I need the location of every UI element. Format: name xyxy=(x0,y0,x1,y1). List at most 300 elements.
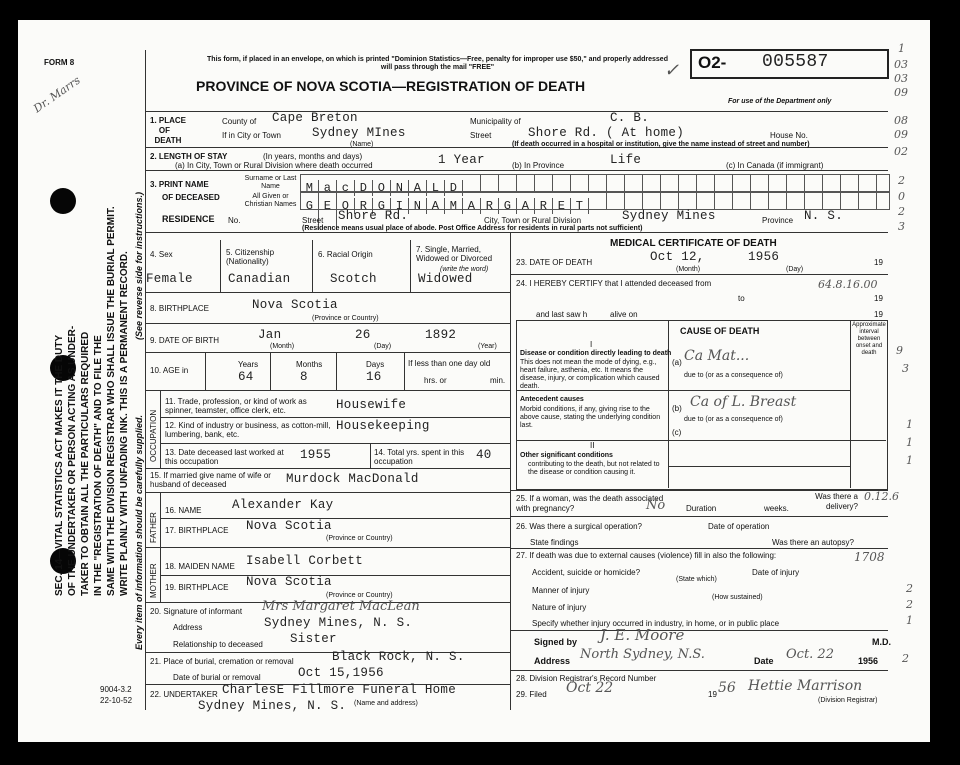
rule-top xyxy=(145,111,888,112)
margin-code-external: 1708 xyxy=(854,550,885,564)
punch-hole-top xyxy=(50,188,76,214)
name-letter-box xyxy=(625,175,643,191)
antecedent-label: Antecedent causes xyxy=(520,396,584,403)
surname-label: Surname or Last Name xyxy=(244,175,297,190)
racial-value: Scotch xyxy=(330,272,377,286)
signed-date: Oct. 22 xyxy=(786,647,834,662)
rule-mother xyxy=(160,575,510,576)
residence-no-label: No. xyxy=(228,216,241,225)
section-two: II xyxy=(590,441,595,450)
margin-code-top3: 03 xyxy=(894,72,908,85)
margin-code-7: 3 xyxy=(898,220,905,233)
certify-to-label: to xyxy=(738,294,745,303)
registrar-record-label: 28. Division Registrar's Record Number xyxy=(516,674,657,683)
spouse-label: 15. If married give name of wife or husband of deceased xyxy=(150,471,271,489)
rule-med-28 xyxy=(510,670,888,671)
other-label: Other significant conditions xyxy=(520,452,613,459)
name-letter-box xyxy=(589,175,607,191)
last-worked-label: 13. Date deceased last worked at this occupation xyxy=(165,448,284,466)
other-note: contributing to the death, but not related to the disease or condition causing it. xyxy=(528,461,660,476)
margin-code-3: 02 xyxy=(894,145,908,158)
signed-year: 1956 xyxy=(858,656,879,666)
length-of-stay-label: 2. LENGTH OF STAY xyxy=(150,152,228,161)
rule-dob xyxy=(145,352,510,353)
name-letter-box xyxy=(841,175,859,191)
residence-note: (Residence means usual place of abode. Post Office Address for residents in rural parts not sufficient) xyxy=(302,225,643,232)
name-letter-box: E xyxy=(319,198,337,214)
undertaker-caption: (Name and address) xyxy=(354,700,418,707)
hrs-label: hrs. or xyxy=(424,376,447,385)
name-letter-box xyxy=(805,175,823,191)
marital-label: 7. Single, Married, Widowed or Divorced xyxy=(416,245,493,263)
stay-a-label: (a) In City, Town or Rural Division where death occurred xyxy=(175,161,373,170)
section-one: I xyxy=(590,340,593,349)
name-letter-box: R xyxy=(535,198,553,214)
md-label: M.D. xyxy=(872,637,891,647)
name-letter-box xyxy=(751,175,769,191)
divider-years xyxy=(270,352,271,390)
last-worked-value: 1955 xyxy=(300,448,332,462)
name-letter-box xyxy=(769,175,787,191)
column-divider xyxy=(510,232,511,710)
filed-date: Oct 22 xyxy=(566,680,614,696)
margin-code-e7: 2 xyxy=(902,652,909,665)
check-mark: ✓ xyxy=(664,60,680,81)
registrar-caption: (Division Registrar) xyxy=(818,697,878,704)
father-name: Alexander Kay xyxy=(232,498,334,512)
frame-left xyxy=(145,50,146,710)
registrar-signature: Hettie Marrison xyxy=(748,678,863,694)
divider-racial xyxy=(410,240,411,292)
days-label: Days xyxy=(366,360,385,369)
sex-label: 4. Sex xyxy=(150,250,173,259)
name-letter-box: R xyxy=(355,198,373,214)
name-letter-box xyxy=(517,175,535,191)
death-year-suffix: 19 xyxy=(874,258,883,267)
name-letter-box: A xyxy=(517,198,535,214)
min-label: min. xyxy=(490,376,506,385)
dob-day: 26 xyxy=(355,328,371,342)
side-notice-7: Every item of information should be carefully supplied. xyxy=(134,414,144,650)
side-notice-6: WRITE PLAINLY WITH UNFADING INK. THIS IS A PERMANENT RECORD. xyxy=(119,251,130,596)
certify-label: 24. I HEREBY CERTIFY that I attended deceased from xyxy=(516,279,712,288)
name-letter-box xyxy=(643,193,661,209)
dob-day-caption: (Day) xyxy=(374,343,392,350)
disease-note: This does not mean the mode of dying, e.g., heart failure, asthenia, etc. It means the disease, injury, or complication which caused death. xyxy=(520,359,660,390)
name-caption: (Name) xyxy=(350,141,374,148)
total-years-value: 40 xyxy=(476,448,492,462)
filed-year: 56 xyxy=(718,680,736,696)
certify-year-suffix: 19 xyxy=(874,294,883,303)
age-years: 64 xyxy=(238,370,254,384)
name-letter-box: I xyxy=(391,198,409,214)
rule-cause-1 xyxy=(516,390,850,391)
industry-value: Housekeeping xyxy=(336,419,430,433)
mailing-notice: This form, if placed in an envelope, on which is printed "Dominion Statistics—Free, penalty for improper use $50," and properly addressed will pass through the mail "FREE" xyxy=(207,56,668,71)
margin-code-top2: 03 xyxy=(894,58,908,71)
undertaker-address: Sydney Mines, N. S. xyxy=(198,699,347,713)
place-of-death-label: 1. PLACE OF DEATH xyxy=(150,116,187,145)
city-value: Sydney MInes xyxy=(312,126,406,140)
rule-med-27 xyxy=(510,548,888,549)
rule-2 xyxy=(145,170,888,171)
name-letter-box: T xyxy=(571,198,589,214)
operation-label: 26. Was there a surgical operation? xyxy=(516,522,642,531)
citizenship-label: 5. Citizenship (Nationality) xyxy=(226,248,275,266)
birthplace-label: 8. BIRTHPLACE xyxy=(150,304,209,313)
rule-age xyxy=(145,390,510,391)
death-date-label: 23. DATE OF DEATH xyxy=(516,258,593,267)
manner-label: Manner of injury xyxy=(532,586,590,595)
trade-value: Housewife xyxy=(336,398,407,412)
burial-place-label: 21. Place of burial, cremation or removal xyxy=(150,657,294,666)
mother-maiden-name: Isabell Corbett xyxy=(246,554,364,568)
name-letter-box xyxy=(643,175,661,191)
name-letter-box xyxy=(607,193,625,209)
sex-value: Female xyxy=(146,272,193,286)
name-letter-box: L xyxy=(427,180,445,196)
rule-med-sign xyxy=(510,630,888,631)
age-label: 10. AGE in xyxy=(150,366,189,375)
name-letter-box xyxy=(787,175,805,191)
undertaker-label: 22. UNDERTAKER xyxy=(150,690,218,699)
dob-year-caption: (Year) xyxy=(478,343,497,350)
length-of-stay-note: (In years, months and days) xyxy=(263,152,363,161)
rule-med-26 xyxy=(510,516,888,517)
county-value: Cape Breton xyxy=(272,111,358,125)
death-date-month: Oct 12, xyxy=(650,250,705,264)
informant-signature: Mrs Margaret MacLean xyxy=(262,599,420,614)
margin-code-top4: 09 xyxy=(894,86,908,99)
filed-label: 29. Filed xyxy=(516,690,547,699)
name-letter-box xyxy=(625,193,643,209)
signed-date-label: Date xyxy=(754,656,774,666)
margin-code-5: 0 xyxy=(898,190,905,203)
name-letter-box: O xyxy=(337,198,355,214)
mother-birthplace-caption: (Province or Country) xyxy=(326,592,393,599)
specify-label: Specify whether injury occurred in industry, in home, or in public place xyxy=(532,619,780,628)
rule-trade xyxy=(160,417,510,418)
father-section-label: FATHER xyxy=(149,512,158,543)
dob-month-caption: (Month) xyxy=(270,343,295,350)
cause-heading: CAUSE OF DEATH xyxy=(680,326,760,336)
of-deceased-label: OF DECEASED xyxy=(162,193,220,202)
disease-label: Disease or condition directly leading to death xyxy=(520,350,672,357)
findings-label: State findings xyxy=(530,538,579,547)
name-letter-box xyxy=(715,193,733,209)
rule-med-1 xyxy=(510,274,888,275)
dob-label: 9. DATE OF BIRTH xyxy=(150,336,220,345)
name-letter-box: N xyxy=(409,198,427,214)
interval-divider xyxy=(850,320,851,488)
rule-occupation xyxy=(145,468,510,469)
registration-number: 005587 xyxy=(762,52,829,72)
name-letter-box: D xyxy=(445,180,463,196)
dob-month: Jan xyxy=(258,328,282,342)
death-month-caption: (Month) xyxy=(676,266,701,273)
rule-spouse xyxy=(145,492,510,493)
margin-code-e2: 1 xyxy=(906,436,913,449)
rule-cause-3 xyxy=(668,466,850,467)
alive-year-suffix: 19 xyxy=(874,310,883,319)
margin-codes-certify: 64.8.16.00 xyxy=(818,278,878,291)
physician-address-label: Address xyxy=(534,656,571,666)
name-letter-box xyxy=(715,175,733,191)
county-label: County of xyxy=(222,117,257,126)
name-letter-box xyxy=(751,193,769,209)
name-letter-box xyxy=(679,193,697,209)
margin-code-4: 2 xyxy=(898,174,905,187)
form-code: 9004-3.2 xyxy=(100,685,132,694)
relationship-label: Relationship to deceased xyxy=(173,640,263,649)
name-letter-box: D xyxy=(355,180,373,196)
municipality-value: C. B. xyxy=(610,111,650,125)
accident-label: Accident, suicide or homicide? xyxy=(532,568,641,577)
father-birthplace-caption: (Province or Country) xyxy=(326,535,393,542)
rule-father-end xyxy=(145,547,510,548)
name-letter-box xyxy=(859,193,877,209)
informant-address-label: Address xyxy=(173,623,203,632)
divider-age xyxy=(205,352,206,390)
margin-code-6: 2 xyxy=(898,205,905,218)
informant-label: 20. Signature of informant xyxy=(150,607,243,616)
mother-birthplace-label: 19. BIRTHPLACE xyxy=(165,583,229,592)
residence-street-label: Street xyxy=(302,216,324,225)
margin-code-delivery: 0.12.6 xyxy=(864,490,899,503)
name-letter-box xyxy=(787,193,805,209)
stay-b-label: (b) In Province xyxy=(512,161,565,170)
margin-code-e3: 1 xyxy=(906,454,913,467)
mother-section-label: MOTHER xyxy=(149,563,158,598)
death-date-year: 1956 xyxy=(748,250,780,264)
relationship-value: Sister xyxy=(290,632,337,646)
side-notice-3: TAKER TO OBTAIN ALL THE PARTICULARS REQUIRED xyxy=(80,331,91,596)
name-letter-box xyxy=(697,175,715,191)
side-notice-2: OF THE UNDERTAKER OR PERSON ACTING AS UNDER- xyxy=(67,325,78,596)
name-letter-box: G xyxy=(373,198,391,214)
delivery-label: Was there a delivery? xyxy=(815,492,858,511)
name-letter-box xyxy=(553,175,571,191)
rule-med-25 xyxy=(510,490,888,491)
birthplace-value: Nova Scotia xyxy=(252,298,338,312)
due-to-a: due to (or as a consequence of) xyxy=(684,372,783,379)
house-label: House No. xyxy=(770,131,808,140)
name-letter-box xyxy=(463,175,481,191)
name-letter-box xyxy=(589,193,607,209)
print-name-label: 3. PRINT NAME xyxy=(150,180,209,189)
occupation-bracket xyxy=(160,390,161,468)
rule-cause-2 xyxy=(516,440,886,441)
residence-city-label: City, Town or Rural Division xyxy=(484,216,582,225)
surname-boxes xyxy=(300,174,890,195)
undertaker-name: CharlesE Fillmore Funeral Home xyxy=(222,683,457,697)
total-years-label: 14. Total yrs. spent in this occupation xyxy=(374,448,465,466)
informant-address: Sydney Mines, N. S. xyxy=(264,616,413,630)
age-days: 16 xyxy=(366,370,382,384)
name-letter-box xyxy=(571,175,589,191)
months-label: Months xyxy=(296,360,323,369)
due-to-b: due to (or as a consequence of) xyxy=(684,416,783,423)
mother-birthplace: Nova Scotia xyxy=(246,575,332,589)
municipality-label: Municipality of xyxy=(470,117,521,126)
residence-label: RESIDENCE xyxy=(162,214,215,224)
name-letter-box: E xyxy=(553,198,571,214)
father-birthplace: Nova Scotia xyxy=(246,519,332,533)
name-letter-box: O xyxy=(373,180,391,196)
divider-sex xyxy=(220,240,221,292)
marital-value: Widowed xyxy=(418,272,473,286)
citizenship-value: Canadian xyxy=(228,272,291,286)
burial-date-label: Date of burial or removal xyxy=(173,673,261,682)
burial-place: Black Rock, N. S. xyxy=(332,650,465,664)
antecedent-note: Morbid conditions, if any, giving rise to the above cause, stating the underlying condition last. xyxy=(520,406,661,429)
divider-months xyxy=(336,352,337,390)
name-letter-box xyxy=(733,175,751,191)
residence-province: N. S. xyxy=(804,209,844,223)
rule-father xyxy=(160,518,510,519)
residence-city: Sydney Mines xyxy=(622,209,716,223)
given-names-label: All Given or Christian Names xyxy=(244,193,297,208)
rule-industry xyxy=(160,443,510,444)
cause-a-value: Ca Mat... xyxy=(684,348,750,364)
weeks-label: weeks. xyxy=(764,504,789,513)
street-label: Street xyxy=(470,131,492,140)
given-names-boxes xyxy=(300,192,890,213)
cause-divider xyxy=(668,320,669,488)
father-bracket xyxy=(160,492,161,547)
years-label: Years xyxy=(238,360,259,369)
operation-date-label: Date of operation xyxy=(708,522,770,531)
name-letter-box: A xyxy=(409,180,427,196)
divider-citizenship xyxy=(312,240,313,292)
rule-personal xyxy=(145,292,510,293)
signed-value: J. E. Moore xyxy=(600,626,685,644)
side-notice-8: (See reverse side for instructions.) xyxy=(134,191,144,340)
birthplace-caption: (Province or Country) xyxy=(312,315,379,322)
racial-label: 6. Racial Origin xyxy=(318,250,373,259)
side-notice-5: SAME WITH THE DIVISION REGISTRAR WHO SHALL ISSUE THE BURIAL PERMIT. xyxy=(106,206,117,596)
name-letter-box xyxy=(499,175,517,191)
state-which-caption: (State which) xyxy=(676,576,717,583)
external-label: 27. If death was due to external causes (violence) fill in also the following: xyxy=(516,551,777,560)
name-letter-box: G xyxy=(301,198,319,214)
age-months: 8 xyxy=(300,370,308,384)
name-letter-box xyxy=(697,193,715,209)
form-number: FORM 8 xyxy=(44,58,75,67)
margin-code-e5: 2 xyxy=(906,598,913,611)
registration-prefix: O2- xyxy=(698,53,727,72)
pregnancy-label: 25. If a woman, was the death associated with pregnancy? xyxy=(516,494,664,513)
margin-code-e4: 2 xyxy=(906,582,913,595)
name-letter-box: c xyxy=(337,180,355,196)
pregnancy-answer: No xyxy=(646,498,666,513)
physician-address: North Sydney, N.S. xyxy=(580,647,705,662)
last-saw-label: and last saw h xyxy=(536,310,588,319)
occupation-section-label: OCCUPATION xyxy=(149,409,158,462)
margin-code-top1: 1 xyxy=(898,42,905,55)
dob-year: 1892 xyxy=(425,328,457,342)
form-date: 22-10-52 xyxy=(100,696,133,705)
divider-days xyxy=(404,352,405,390)
injury-date-label: Date of injury xyxy=(752,568,800,577)
divider-occ xyxy=(370,443,371,468)
city-label: If in City or Town xyxy=(222,131,281,140)
residence-street: Shore Rd. xyxy=(338,209,409,223)
name-letter-box xyxy=(859,175,877,191)
name-letter-box xyxy=(679,175,697,191)
name-letter-box: a xyxy=(319,180,337,196)
signed-label: Signed by xyxy=(534,637,578,647)
residence-province-label: Province xyxy=(762,216,794,225)
name-letter-box xyxy=(769,193,787,209)
name-letter-box: G xyxy=(499,198,517,214)
name-letter-box: N xyxy=(391,180,409,196)
left-margin-note: Dr. Marrs xyxy=(31,73,83,116)
name-letter-box: A xyxy=(463,198,481,214)
father-birthplace-label: 17. BIRTHPLACE xyxy=(165,526,229,535)
name-letter-box xyxy=(841,193,859,209)
margin-code-mid2: 3 xyxy=(902,362,909,375)
name-letter-box xyxy=(733,193,751,209)
medical-heading: MEDICAL CERTIFICATE OF DEATH xyxy=(610,238,777,249)
margin-code-1: 08 xyxy=(894,114,908,127)
cause-b-value: Ca of L. Breast xyxy=(690,394,797,410)
form-title: PROVINCE OF NOVA SCOTIA—REGISTRATION OF DEATH xyxy=(196,78,586,94)
father-name-label: 16. NAME xyxy=(165,506,202,515)
stay-c-label: (c) In Canada (if immigrant) xyxy=(726,161,824,170)
margin-code-e6: 1 xyxy=(906,614,913,627)
side-notice-4: IN THE "REGISTRATION OF DEATH" AND TO FILE THE xyxy=(93,335,104,596)
interval-heading: Approximate interval between onset and death xyxy=(852,322,886,356)
how-caption: (How sustained) xyxy=(712,594,763,601)
rule-birthplace xyxy=(145,323,510,324)
name-letter-box xyxy=(535,175,553,191)
name-letter-box xyxy=(481,175,499,191)
trade-label: 11. Trade, profession, or kind of work as spinner, teamster, office clerk, etc. xyxy=(165,397,307,415)
name-letter-box xyxy=(805,193,823,209)
margin-code-2: 09 xyxy=(894,128,908,141)
name-letter-box xyxy=(823,193,841,209)
name-letter-box xyxy=(607,175,625,191)
less-day-label: If less than one day old xyxy=(408,359,491,368)
death-day-caption: (Day) xyxy=(786,266,804,273)
spouse-value: Murdock MacDonald xyxy=(286,472,419,486)
name-letter-box: A xyxy=(427,198,445,214)
duration-label: Duration xyxy=(686,504,717,513)
mother-maiden-label: 18. MAIDEN NAME xyxy=(165,562,235,571)
autopsy-label: Was there an autopsy? xyxy=(772,538,854,547)
burial-date: Oct 15,1956 xyxy=(298,666,384,680)
alive-label: alive on xyxy=(610,310,638,319)
margin-code-mid: 9 xyxy=(896,344,903,357)
filed-year-prefix: 19 xyxy=(708,690,717,699)
street-value: Shore Rd. ( At home) xyxy=(528,126,685,140)
side-notice-1: SEC. 14—VITAL STATISTICS ACT MAKES IT THE DUTY xyxy=(54,334,65,596)
registration-number-box xyxy=(690,49,889,79)
name-letter-box: M xyxy=(445,198,463,214)
stay-a-value: 1 Year xyxy=(438,153,485,167)
name-letter-box: R xyxy=(481,198,499,214)
department-note: For use of the Department only xyxy=(728,98,832,105)
name-letter-box xyxy=(823,175,841,191)
name-letter-box xyxy=(661,193,679,209)
nature-label: Nature of injury xyxy=(532,603,587,612)
industry-label: 12. Kind of industry or business, as cotton-mill, lumbering, bank, etc. xyxy=(165,421,331,439)
hospital-note: (If death occurred in a hospital or institution, give the name instead of street and number) xyxy=(512,141,810,148)
name-letter-box: M xyxy=(301,180,319,196)
stay-b-value: Life xyxy=(610,153,642,167)
marital-note: (write the word) xyxy=(440,266,489,273)
